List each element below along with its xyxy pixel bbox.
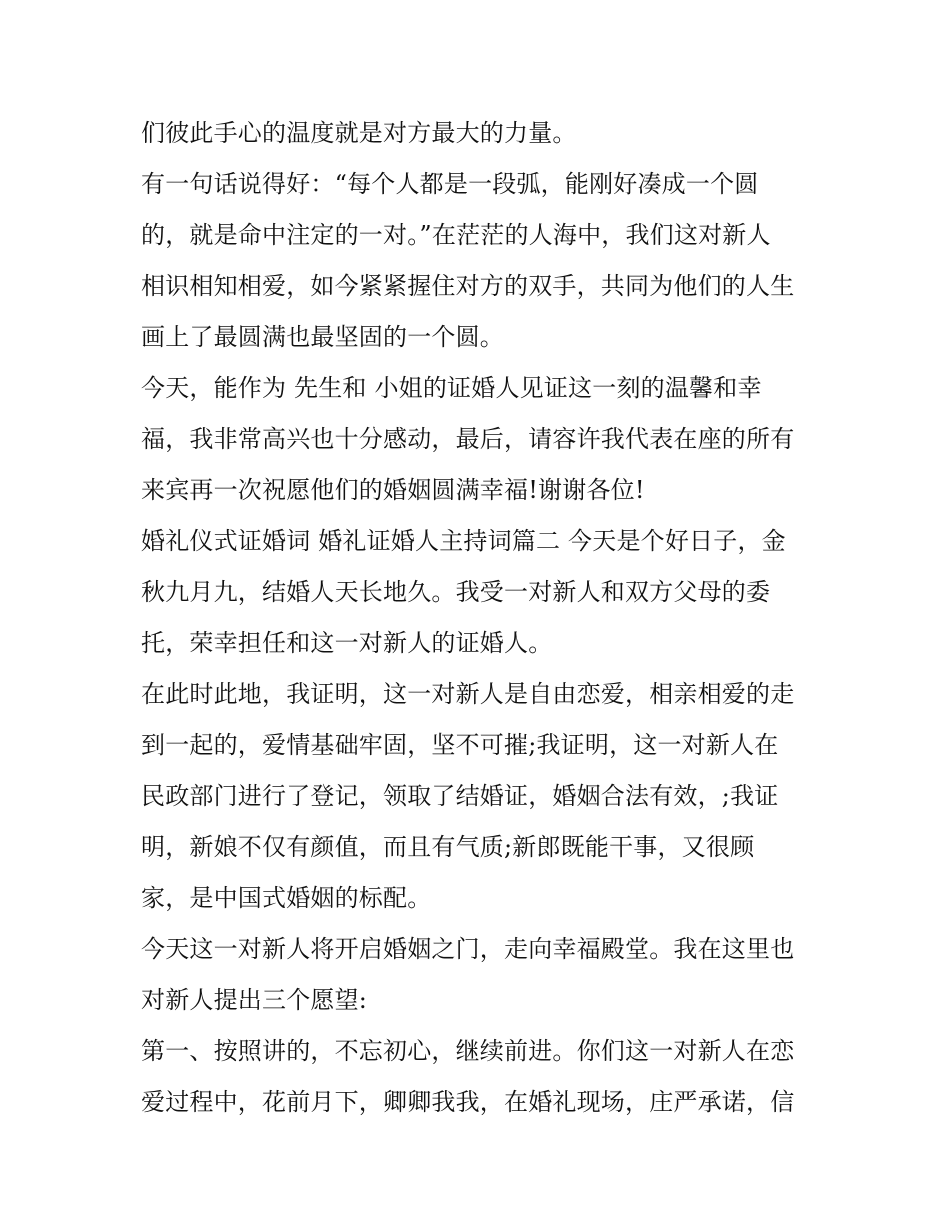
- body-text: [141, 108, 821, 1128]
- text-line-14: 民政部门进行了登记，领取了结婚证，婚姻合法有效，;我证: [141, 782, 779, 810]
- text-line-12: 在此时此地，我证明，这一对新人是自由恋爱，相亲相爱的走: [141, 680, 795, 708]
- text-line-6: 今天，能作为 先生和 小姐的证婚人见证这一刻的温馨和幸: [141, 374, 762, 402]
- text-line-20: 爱过程中，花前月下，卿卿我我，在婚礼现场，庄严承诺，信: [141, 1088, 795, 1116]
- text-line-13: 到一起的，爱情基础牢固，坚不可摧;我证明，这一对新人在: [141, 731, 779, 759]
- text-line-15: 明，新娘不仅有颜值，而且有气质;新郎既能干事，又很顾: [141, 833, 755, 861]
- text-line-7: 福，我非常高兴也十分感动，最后，请容许我代表在座的所有: [141, 425, 795, 453]
- text-line-4: 相识相知相爱，如今紧紧握住对方的双手，共同为他们的人生: [141, 272, 795, 300]
- text-line-5: 画上了最圆满也最坚固的一个圆。: [141, 323, 504, 351]
- text-line-19: 第一、按照讲的，不忘初心，继续前进。你们这一对新人在恋: [141, 1037, 795, 1065]
- text-line-8: 来宾再一次祝愿他们的婚姻圆满幸福!谢谢各位!: [141, 476, 645, 504]
- text-line-16: 家，是中国式婚姻的标配。: [141, 884, 432, 912]
- text-line-3: 的，就是命中注定的一对。”在茫茫的人海中，我们这对新人: [141, 221, 771, 249]
- text-line-18: 对新人提出三个愿望:: [141, 986, 368, 1014]
- text-line-11: 托，荣幸担任和这一对新人的证婚人。: [141, 629, 553, 657]
- text-line-2: 有一句话说得好：“每个人都是一段弧，能刚好凑成一个圆: [141, 170, 759, 198]
- text-line-9: 婚礼仪式证婚词 婚礼证婚人主持词篇二 今天是个好日子，金: [141, 527, 786, 555]
- text-line-1: 们彼此手心的温度就是对方最大的力量。: [141, 119, 577, 147]
- text-line-17: 今天这一对新人将开启婚姻之门，走向幸福殿堂。我在这里也: [141, 935, 795, 963]
- text-line-10: 秋九月九，结婚人天长地久。我受一对新人和双方父母的委: [141, 578, 771, 606]
